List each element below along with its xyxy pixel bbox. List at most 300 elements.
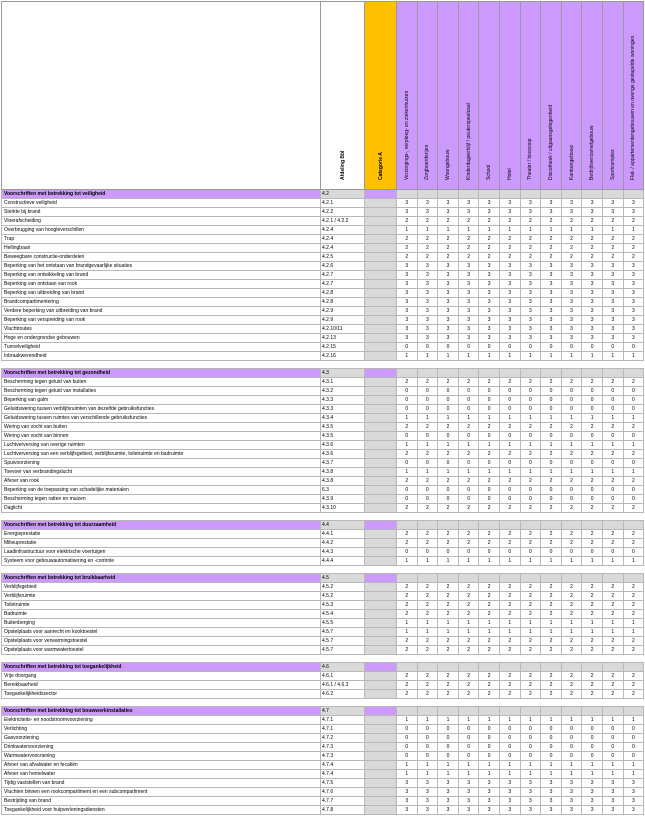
value-cell: 2 (479, 610, 500, 619)
value-cell: 3 (623, 199, 644, 208)
value-cell: 1 (602, 557, 623, 566)
category-cell (365, 619, 397, 628)
value-cell: 2 (520, 477, 541, 486)
value-cell: 3 (520, 280, 541, 289)
value-cell: 2 (541, 610, 562, 619)
section-reference: 4.3.3 (321, 396, 365, 405)
value-cell: 2 (438, 681, 459, 690)
value-cell: 2 (397, 253, 418, 262)
value-cell: 3 (438, 316, 459, 325)
value-cell: 2 (541, 681, 562, 690)
value-cell: 3 (561, 307, 582, 316)
value-cell: 3 (623, 307, 644, 316)
value-cell: 3 (438, 806, 459, 815)
category-cell (365, 583, 397, 592)
value-cell: 0 (520, 548, 541, 557)
value-cell: 3 (541, 779, 562, 788)
table-row (2, 752, 644, 761)
section-value-cell (479, 707, 500, 716)
table-row (2, 459, 644, 468)
value-cell: 2 (397, 504, 418, 513)
section-value-cell (520, 190, 541, 199)
header-column-4 (479, 2, 500, 190)
section-reference: 4.4.3 (321, 548, 365, 557)
value-cell: 1 (623, 770, 644, 779)
section-reference: 4.3.6 (321, 441, 365, 450)
value-cell: 2 (561, 646, 582, 655)
value-cell: 2 (438, 378, 459, 387)
category-cell (365, 432, 397, 441)
value-cell: 0 (458, 486, 479, 495)
requirement-name: Constructieve veiligheid (2, 199, 321, 208)
spacer-cell (2, 699, 644, 707)
value-cell: 3 (499, 280, 520, 289)
category-cell (365, 592, 397, 601)
value-cell: 0 (582, 495, 603, 504)
spacer-row (2, 566, 644, 574)
value-cell: 2 (623, 477, 644, 486)
value-cell: 2 (541, 423, 562, 432)
section-reference: 4.6.1 / 4.6.3 (321, 681, 365, 690)
requirement-name: Afvoer van rook (2, 477, 321, 486)
value-cell: 2 (438, 637, 459, 646)
requirement-name: Gasvoorziening (2, 734, 321, 743)
section-reference: 4.5.4 (321, 610, 365, 619)
value-cell: 0 (561, 432, 582, 441)
value-cell: 0 (520, 396, 541, 405)
requirement-name: Toegankelijkheidssector (2, 690, 321, 699)
value-cell: 2 (602, 244, 623, 253)
value-cell: 1 (602, 226, 623, 235)
header-column-3 (458, 2, 479, 190)
value-cell: 0 (623, 459, 644, 468)
value-cell: 1 (417, 441, 438, 450)
value-cell: 1 (561, 770, 582, 779)
value-cell: 0 (417, 495, 438, 504)
value-cell: 2 (602, 672, 623, 681)
value-cell: 2 (499, 646, 520, 655)
category-cell (365, 690, 397, 699)
value-cell: 2 (458, 217, 479, 226)
section-value-cell (623, 663, 644, 672)
value-cell: 2 (582, 530, 603, 539)
value-cell: 2 (397, 646, 418, 655)
value-cell: 1 (397, 352, 418, 361)
value-cell: 3 (499, 325, 520, 334)
value-cell: 2 (602, 592, 623, 601)
section-value-cell (602, 190, 623, 199)
value-cell: 3 (458, 316, 479, 325)
value-cell: 0 (520, 734, 541, 743)
section-value-cell (541, 663, 562, 672)
value-cell: 2 (582, 504, 603, 513)
header-category-col (365, 2, 397, 190)
table-row (2, 548, 644, 557)
value-cell: 0 (520, 743, 541, 752)
value-cell: 3 (561, 208, 582, 217)
value-cell: 3 (397, 334, 418, 343)
table-row (2, 530, 644, 539)
value-cell: 3 (520, 298, 541, 307)
category-cell (365, 396, 397, 405)
section-reference: 4.2.7 (321, 271, 365, 280)
value-cell: 3 (602, 199, 623, 208)
value-cell: 3 (397, 316, 418, 325)
value-cell: 0 (582, 396, 603, 405)
value-cell: 3 (623, 334, 644, 343)
requirement-name: Afvoer van afvalwater en fecaliën (2, 761, 321, 770)
value-cell: 3 (499, 788, 520, 797)
value-cell: 1 (417, 557, 438, 566)
value-cell: 2 (561, 610, 582, 619)
value-cell: 2 (582, 690, 603, 699)
value-cell: 0 (499, 752, 520, 761)
value-cell: 2 (397, 690, 418, 699)
value-cell: 2 (541, 690, 562, 699)
requirement-name: Bescherming tegen ratten en muizen (2, 495, 321, 504)
value-cell: 0 (582, 343, 603, 352)
value-cell: 0 (417, 752, 438, 761)
section-value-cell (458, 369, 479, 378)
value-cell: 2 (417, 672, 438, 681)
header-column-0 (397, 2, 418, 190)
value-cell: 2 (582, 672, 603, 681)
value-cell: 2 (458, 423, 479, 432)
value-cell: 3 (438, 779, 459, 788)
value-cell: 2 (582, 646, 603, 655)
value-cell: 1 (561, 414, 582, 423)
value-cell: 3 (479, 316, 500, 325)
value-cell: 3 (520, 797, 541, 806)
value-cell: 2 (623, 235, 644, 244)
table-row (2, 725, 644, 734)
section-value-cell (582, 190, 603, 199)
value-cell: 0 (602, 387, 623, 396)
value-cell: 2 (397, 423, 418, 432)
section-code: 4.4 (321, 521, 365, 530)
requirement-name: Hoge en ondergrondse gebouwen (2, 334, 321, 343)
section-reference: 4.7.3 (321, 752, 365, 761)
value-cell: 1 (602, 770, 623, 779)
value-cell: 0 (499, 734, 520, 743)
section-reference: 4.2.1 (321, 199, 365, 208)
value-cell: 3 (623, 788, 644, 797)
value-cell: 3 (582, 289, 603, 298)
value-cell: 0 (499, 486, 520, 495)
requirement-name: Bereikbaarheid (2, 681, 321, 690)
value-cell: 2 (499, 244, 520, 253)
section-value-cell (479, 663, 500, 672)
value-cell: 3 (561, 199, 582, 208)
value-cell: 0 (417, 734, 438, 743)
value-cell: 1 (438, 770, 459, 779)
value-cell: 2 (417, 530, 438, 539)
value-cell: 2 (561, 253, 582, 262)
value-cell: 3 (479, 262, 500, 271)
category-cell (365, 378, 397, 387)
value-cell: 2 (499, 423, 520, 432)
value-cell: 1 (602, 628, 623, 637)
value-cell: 0 (582, 752, 603, 761)
category-cell (365, 235, 397, 244)
value-cell: 0 (602, 734, 623, 743)
value-cell: 0 (438, 495, 459, 504)
value-cell: 0 (438, 459, 459, 468)
value-cell: 3 (417, 806, 438, 815)
section-value-cell (582, 369, 603, 378)
value-cell: 2 (602, 450, 623, 459)
section-value-cell (541, 574, 562, 583)
value-cell: 0 (458, 405, 479, 414)
value-cell: 0 (582, 432, 603, 441)
value-cell: 2 (582, 477, 603, 486)
section-reference: 4.3.10 (321, 504, 365, 513)
value-cell: 1 (499, 619, 520, 628)
value-cell: 2 (541, 583, 562, 592)
value-cell: 2 (499, 690, 520, 699)
value-cell: 1 (458, 716, 479, 725)
table-row (2, 504, 644, 513)
section-reference: 4.2.4 (321, 226, 365, 235)
value-cell: 2 (417, 646, 438, 655)
value-cell: 1 (582, 770, 603, 779)
value-cell: 2 (582, 681, 603, 690)
value-cell: 3 (438, 334, 459, 343)
value-cell: 2 (438, 601, 459, 610)
value-cell: 3 (520, 208, 541, 217)
value-cell: 3 (479, 298, 500, 307)
value-cell: 3 (438, 208, 459, 217)
value-cell: 1 (438, 619, 459, 628)
section-value-cell (520, 369, 541, 378)
value-cell: 1 (541, 468, 562, 477)
value-cell: 1 (397, 761, 418, 770)
value-cell: 1 (458, 414, 479, 423)
value-cell: 2 (499, 253, 520, 262)
category-cell (365, 530, 397, 539)
value-cell: 0 (561, 495, 582, 504)
section-value-cell (417, 521, 438, 530)
requirement-name: Vrije doorgang (2, 672, 321, 681)
value-cell: 2 (417, 477, 438, 486)
section-reference: 4.7.2 (321, 734, 365, 743)
table-row (2, 797, 644, 806)
value-cell: 0 (499, 387, 520, 396)
value-cell: 3 (479, 806, 500, 815)
value-cell: 1 (417, 226, 438, 235)
value-cell: 1 (397, 628, 418, 637)
value-cell: 2 (479, 450, 500, 459)
value-cell: 0 (541, 548, 562, 557)
section-header-row (2, 521, 644, 530)
value-cell: 2 (520, 610, 541, 619)
value-cell: 1 (561, 468, 582, 477)
table-row (2, 619, 644, 628)
section-reference: 4.3.6 (321, 450, 365, 459)
section-value-cell (499, 521, 520, 530)
value-cell: 2 (602, 235, 623, 244)
value-cell: 2 (417, 423, 438, 432)
value-cell: 1 (458, 628, 479, 637)
value-cell: 1 (397, 226, 418, 235)
section-reference: 4.2.4 (321, 235, 365, 244)
value-cell: 1 (520, 226, 541, 235)
value-cell: 3 (499, 298, 520, 307)
category-cell (365, 387, 397, 396)
table-row (2, 468, 644, 477)
value-cell: 0 (582, 486, 603, 495)
value-cell: 0 (479, 752, 500, 761)
value-cell: 3 (602, 307, 623, 316)
value-cell: 0 (499, 343, 520, 352)
value-cell: 1 (397, 414, 418, 423)
value-cell: 0 (623, 387, 644, 396)
value-cell: 2 (458, 477, 479, 486)
value-cell: 0 (499, 743, 520, 752)
category-cell (365, 788, 397, 797)
value-cell: 0 (479, 548, 500, 557)
value-cell: 0 (623, 343, 644, 352)
section-value-cell (623, 369, 644, 378)
value-cell: 2 (417, 601, 438, 610)
value-cell: 1 (397, 619, 418, 628)
table-row (2, 334, 644, 343)
section-value-cell (602, 369, 623, 378)
section-reference: 4.7.5 (321, 779, 365, 788)
value-cell: 1 (541, 414, 562, 423)
value-cell: 3 (623, 262, 644, 271)
value-cell: 1 (582, 441, 603, 450)
section-value-cell (561, 707, 582, 716)
value-cell: 0 (499, 495, 520, 504)
value-cell: 3 (561, 262, 582, 271)
header-column-8 (561, 2, 582, 190)
section-value-cell (582, 574, 603, 583)
section-value-cell (499, 369, 520, 378)
table-row (2, 441, 644, 450)
table-row (2, 298, 644, 307)
value-cell: 0 (561, 548, 582, 557)
section-value-cell (541, 707, 562, 716)
value-cell: 1 (479, 226, 500, 235)
table-row (2, 716, 644, 725)
value-cell: 2 (541, 450, 562, 459)
value-cell: 3 (541, 788, 562, 797)
section-value-cell (602, 707, 623, 716)
value-cell: 3 (479, 289, 500, 298)
value-cell: 1 (417, 628, 438, 637)
category-cell (365, 548, 397, 557)
category-cell (365, 646, 397, 655)
value-cell: 3 (417, 797, 438, 806)
value-cell: 2 (541, 235, 562, 244)
header-column-label: Verzorgings-, verpleeg- en ziekenhuizen (403, 90, 410, 180)
value-cell: 2 (541, 637, 562, 646)
value-cell: 3 (520, 262, 541, 271)
category-cell (365, 779, 397, 788)
requirement-name: Warmwatervoorziening (2, 752, 321, 761)
value-cell: 3 (623, 280, 644, 289)
value-cell: 0 (438, 396, 459, 405)
value-cell: 1 (520, 716, 541, 725)
category-cell (365, 414, 397, 423)
value-cell: 2 (438, 244, 459, 253)
value-cell: 2 (561, 530, 582, 539)
section-value-cell (417, 574, 438, 583)
value-cell: 1 (541, 619, 562, 628)
value-cell: 3 (397, 298, 418, 307)
value-cell: 1 (499, 716, 520, 725)
value-cell: 1 (417, 761, 438, 770)
value-cell: 2 (417, 450, 438, 459)
value-cell: 2 (520, 244, 541, 253)
value-cell: 3 (623, 316, 644, 325)
section-value-cell (417, 369, 438, 378)
value-cell: 2 (479, 477, 500, 486)
value-cell: 0 (397, 725, 418, 734)
table-row (2, 583, 644, 592)
table-row (2, 592, 644, 601)
section-reference: 4.7.4 (321, 770, 365, 779)
value-cell: 0 (602, 743, 623, 752)
value-cell: 2 (520, 217, 541, 226)
value-cell: 2 (582, 637, 603, 646)
category-cell (365, 190, 397, 199)
value-cell: 2 (541, 646, 562, 655)
section-code: 4.5 (321, 574, 365, 583)
value-cell: 2 (520, 504, 541, 513)
table-row (2, 253, 644, 262)
section-reference: 4.3.7 (321, 459, 365, 468)
value-cell: 2 (458, 235, 479, 244)
value-cell: 0 (438, 725, 459, 734)
value-cell: 1 (499, 352, 520, 361)
value-cell: 1 (438, 352, 459, 361)
value-cell: 0 (602, 432, 623, 441)
value-cell: 0 (561, 734, 582, 743)
value-cell: 2 (541, 539, 562, 548)
section-value-cell (397, 574, 418, 583)
value-cell: 2 (561, 235, 582, 244)
section-value-cell (582, 521, 603, 530)
section-value-cell (520, 521, 541, 530)
value-cell: 3 (479, 325, 500, 334)
requirement-name: Drinkwatervoorziening (2, 743, 321, 752)
section-value-cell (623, 707, 644, 716)
category-cell (365, 495, 397, 504)
value-cell: 3 (417, 788, 438, 797)
section-title: Voorschriften met betrekking tot veiligheid (2, 190, 321, 199)
requirement-name: Vluchten binnen een rookcompartiment en een subcompartiment (2, 788, 321, 797)
value-cell: 0 (541, 743, 562, 752)
table-row (2, 743, 644, 752)
value-cell: 0 (499, 548, 520, 557)
table-row (2, 672, 644, 681)
value-cell: 2 (561, 477, 582, 486)
table-row (2, 271, 644, 280)
value-cell: 3 (458, 262, 479, 271)
requirement-name: Wering van vocht van binnen (2, 432, 321, 441)
section-reference: 4.7.4 (321, 761, 365, 770)
value-cell: 2 (520, 592, 541, 601)
value-cell: 2 (602, 646, 623, 655)
section-value-cell (541, 369, 562, 378)
section-reference: 4.3.9 (321, 495, 365, 504)
section-header-row (2, 663, 644, 672)
value-cell: 1 (541, 226, 562, 235)
section-value-cell (561, 521, 582, 530)
section-value-cell (438, 663, 459, 672)
